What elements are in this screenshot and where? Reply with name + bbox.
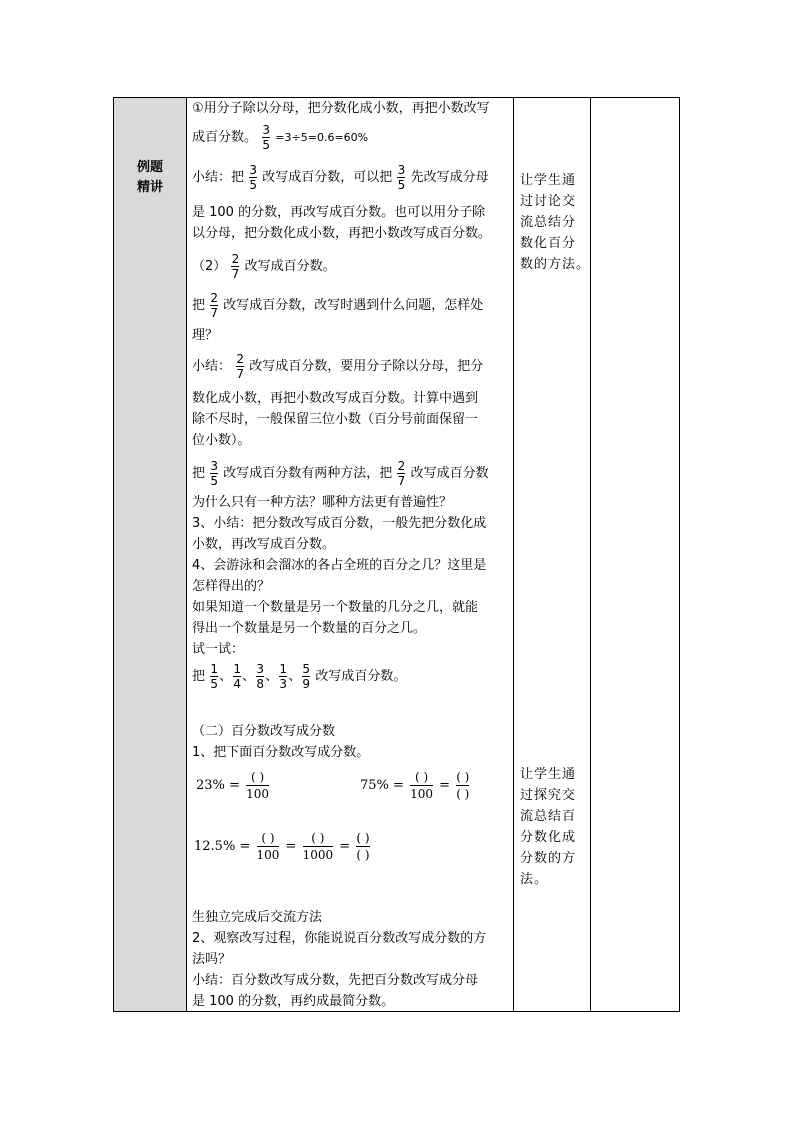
text-line: 除不尽时，一般保留三位小数（百分号前面保留一 (192, 412, 479, 427)
fraction (303, 831, 334, 862)
fraction (210, 292, 218, 319)
fraction-bar (257, 846, 280, 847)
fraction-numerator: ( ) (311, 831, 325, 845)
equals-sign: = (229, 778, 240, 793)
fraction-denominator: 9 (302, 677, 311, 691)
fraction (397, 460, 405, 487)
section-label-line-1: 例题 (136, 160, 163, 175)
fraction-bar (356, 846, 369, 847)
section-label (114, 158, 186, 198)
equals-sign: = (439, 778, 451, 793)
text-line (192, 353, 483, 380)
equation-23-percent (196, 770, 271, 801)
note-line: 过讨论交 (520, 194, 577, 209)
note-line: 分数化成 (520, 830, 577, 845)
fraction-denominator: 8 (256, 677, 264, 691)
text-segment: 把 (192, 466, 206, 481)
lesson-table (113, 97, 680, 1012)
fraction-denominator: 7 (397, 474, 406, 488)
separator: 、 (242, 669, 256, 684)
separator: 、 (288, 669, 302, 684)
text-segment: （2） (192, 259, 227, 274)
equals-sign: = (239, 839, 251, 854)
text-line (192, 663, 406, 690)
fraction-numerator: 3 (397, 163, 406, 177)
note-line: 流总结分 (520, 215, 577, 230)
fraction (210, 663, 218, 690)
text-segment: 先改写成分母 (410, 170, 489, 185)
fraction (256, 663, 264, 690)
note-line: 法。 (520, 872, 549, 887)
fraction-numerator: ( ) (261, 831, 275, 845)
fraction-denominator: ( ) (456, 787, 470, 801)
fraction-numerator: 2 (397, 459, 406, 473)
note-line: 数的方法。 (520, 257, 591, 272)
fraction (249, 164, 257, 191)
fraction (410, 770, 433, 801)
fraction-numerator: ( ) (414, 770, 429, 784)
text-line (192, 460, 489, 487)
fraction-numerator: ( ) (250, 770, 265, 784)
text-line: 试一试： (192, 642, 245, 657)
text-line: 4、会游泳和会溜冰的各占全班的百分之几？这里是 (192, 558, 487, 573)
text-line: 得出一个数量是另一个数量的百分之几。 (192, 621, 427, 636)
note-line: 流总结百 (520, 809, 577, 824)
text-line (192, 253, 336, 280)
separator: 、 (219, 669, 233, 684)
fraction-bar (456, 785, 469, 786)
fraction-numerator: 2 (231, 252, 240, 266)
fraction-denominator: 100 (246, 787, 269, 801)
column-divider (186, 98, 187, 1011)
text-line: 生独立完成后交流方法 (192, 910, 323, 925)
text-line: 位小数）。 (192, 433, 251, 448)
fraction-denominator: 3 (279, 677, 288, 691)
text-line: 小数，再改写成百分数。 (192, 537, 336, 552)
fraction (397, 164, 405, 191)
text-line: 怎样得出的？ (192, 579, 271, 594)
fraction-denominator: 7 (236, 367, 244, 381)
fraction-numerator: 5 (302, 662, 311, 676)
fraction-denominator: 5 (262, 138, 270, 152)
text-line: 为什么只有一种方法？哪种方法更有普遍性？ (192, 495, 453, 510)
text-line: ①用分子除以分母，把分数化成小数，再把小数改写 (192, 101, 490, 116)
text-line: 以分母，把分数化成小数，再把小数改写成百分数。 (192, 226, 492, 241)
text-segment: 改写成百分数，可以把 (262, 170, 393, 185)
text-segment: 改写成百分数，要用分子除以分母，把分 (249, 359, 484, 374)
fraction-numerator: ( ) (356, 831, 370, 845)
fraction-numerator: 3 (249, 163, 257, 177)
text-segment: 改写成百分数。 (244, 259, 336, 274)
fraction (456, 770, 469, 801)
text-line: 理？ (192, 328, 219, 343)
teaching-note (520, 170, 592, 275)
fraction-denominator: 5 (249, 178, 257, 192)
fraction-numerator: 3 (262, 123, 270, 137)
equals-sign: = (285, 839, 297, 854)
text-segment: 把 (192, 298, 206, 313)
fraction-numerator: 2 (236, 352, 244, 366)
equals-sign: = (339, 839, 351, 854)
equation-12-5-percent (194, 831, 372, 862)
fraction (246, 770, 269, 801)
fraction-numerator: ( ) (456, 770, 470, 784)
fraction-denominator: 100 (410, 787, 433, 801)
fraction-denominator: 1000 (302, 848, 334, 862)
text-segment: 成百分数。 (192, 130, 258, 145)
text-line: 是 100 的分数，再约成最简分数。 (192, 994, 395, 1009)
fraction-numerator: 1 (233, 662, 241, 676)
fraction-denominator: 7 (231, 267, 240, 281)
text-segment: 改写成百分数有两种方法，把 (223, 466, 393, 481)
section-label-line-2: 精讲 (136, 180, 163, 195)
text-segment: =3÷5=0.6=60% (275, 131, 369, 144)
fraction-bar (303, 846, 334, 847)
fraction-denominator: 7 (210, 306, 218, 320)
text-segment: 改写成百分数 (410, 466, 489, 481)
fraction (231, 253, 239, 280)
note-line: 让学生通 (520, 173, 577, 188)
fraction-numerator: 3 (256, 662, 264, 676)
fraction-numerator: 1 (210, 662, 218, 676)
fraction-denominator: 5 (210, 677, 218, 691)
teaching-note (520, 764, 592, 890)
fraction-numerator: 2 (210, 291, 218, 305)
text-segment: 改写成百分数，改写时遇到什么问题，怎样处 (223, 298, 484, 313)
fraction (356, 831, 369, 862)
fraction-bar (410, 785, 433, 786)
text-line: 3、小结：把分数改写成百分数，一般先把分数化成 (192, 516, 487, 531)
fraction (210, 460, 218, 487)
text-segment: 改写成百分数。 (315, 669, 407, 684)
fraction-denominator: 100 (256, 848, 280, 862)
fraction-numerator: 1 (279, 662, 288, 676)
fraction-denominator: 5 (397, 178, 406, 192)
percent-value: 23% (196, 778, 225, 793)
fraction (257, 831, 280, 862)
percent-value: 75% (360, 778, 389, 793)
percent-value: 12.5% (194, 839, 236, 854)
text-line: 1、把下面百分数改写成分数。 (192, 745, 370, 760)
text-line: 如果知道一个数量是另一个数量的几分之几，就能 (192, 600, 479, 615)
equation-75-percent (360, 770, 471, 801)
text-line (192, 292, 483, 319)
fraction (236, 353, 244, 380)
fraction-denominator: 5 (210, 474, 218, 488)
separator: 、 (265, 669, 279, 684)
fraction (302, 663, 310, 690)
note-line: 数化百分 (520, 236, 577, 251)
fraction (279, 663, 287, 690)
text-line: 数化成小数，再把小数改写成百分数。计算中遇到 (192, 391, 479, 406)
text-line (192, 164, 489, 191)
note-line: 分数的方 (520, 851, 577, 866)
fraction (262, 124, 270, 151)
fraction-denominator: ( ) (356, 848, 370, 862)
text-line (192, 124, 368, 151)
note-line: 过探究交 (520, 788, 577, 803)
text-line: 2、观察改写过程，你能说说百分数改写成分数的方 (192, 931, 487, 946)
fraction-denominator: 4 (233, 677, 241, 691)
fraction (233, 663, 241, 690)
text-segment: 小结：把 (192, 170, 245, 185)
text-segment: 小结： (192, 359, 232, 374)
text-line: （二）百分数改写成分数 (192, 724, 336, 739)
fraction-numerator: 3 (210, 459, 218, 473)
text-segment: 把 (192, 669, 206, 684)
fraction-bar (246, 785, 269, 786)
text-line: 法吗？ (192, 952, 232, 967)
text-line: 小结：百分数改写成分数，先把百分数改写成分母 (192, 973, 479, 988)
equals-sign: = (393, 778, 404, 793)
note-line: 让学生通 (520, 767, 577, 782)
section-label-cell (114, 98, 186, 1011)
column-divider (513, 98, 514, 1011)
text-line: 是 100 的分数，再改写成百分数。也可以用分子除 (192, 205, 486, 220)
